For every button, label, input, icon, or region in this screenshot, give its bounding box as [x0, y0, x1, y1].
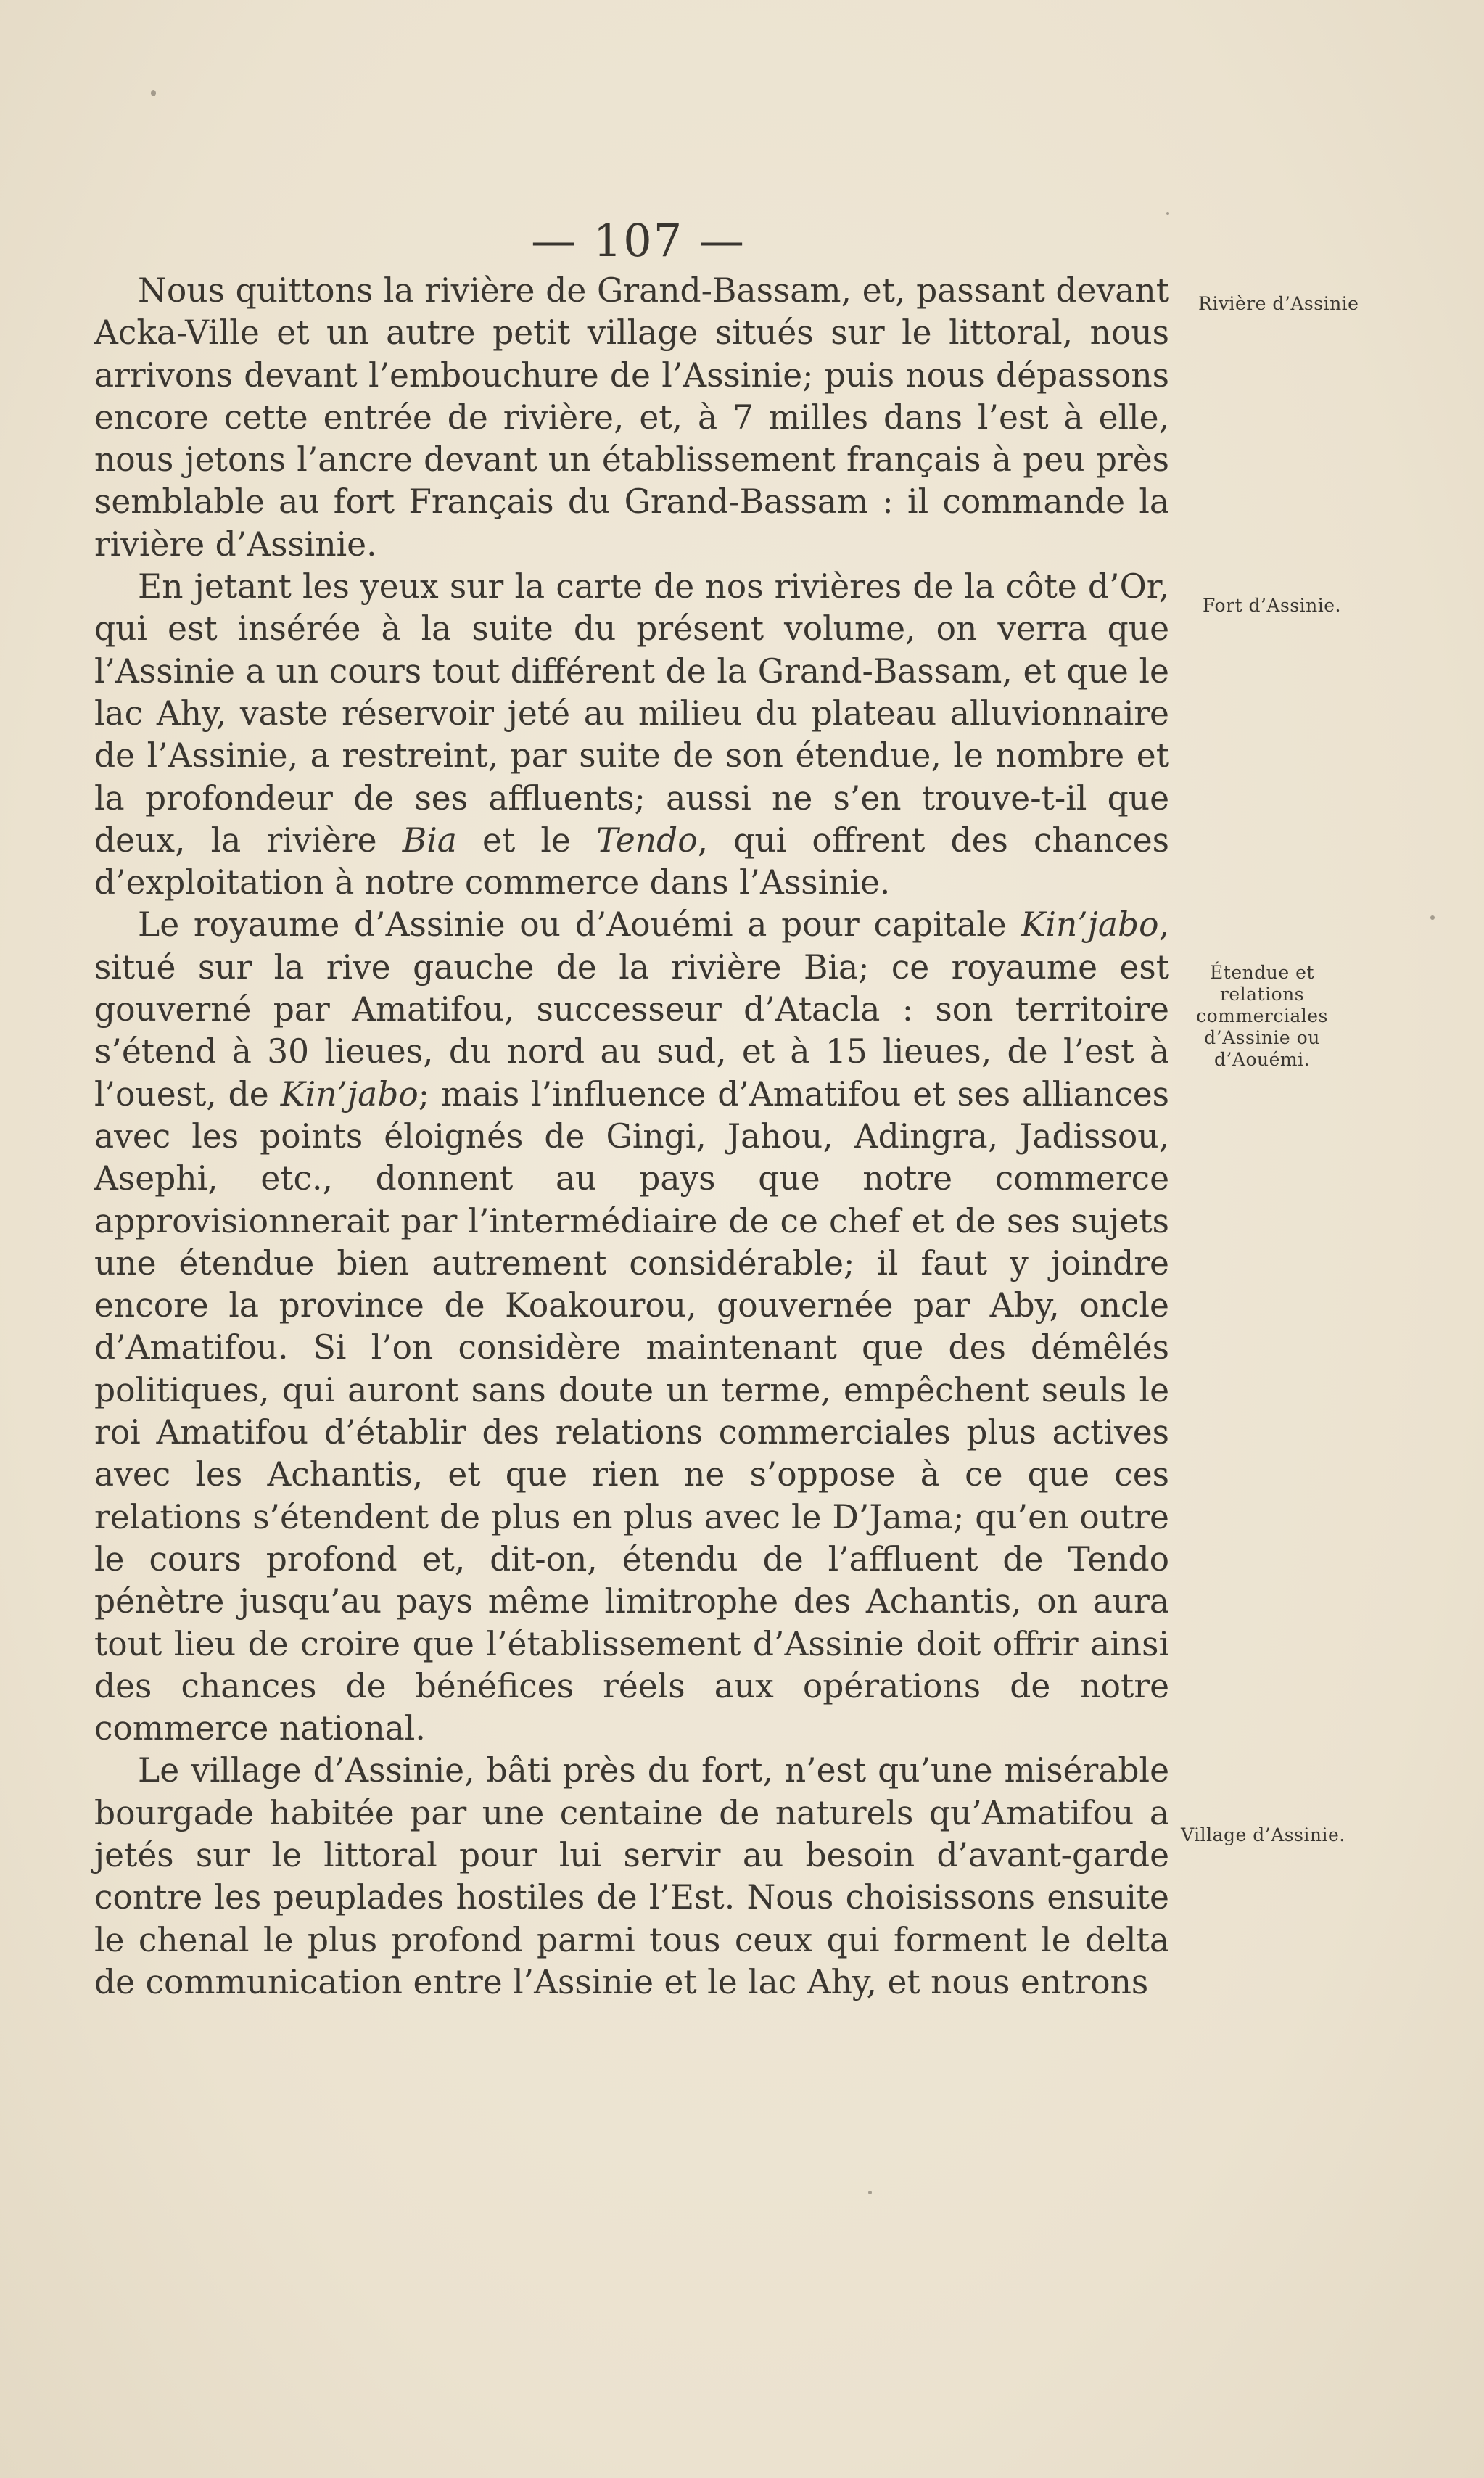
paper-speck	[868, 2191, 872, 2194]
paragraph-1	[94, 270, 1169, 566]
paper-speck	[1430, 915, 1435, 920]
paragraph-3	[94, 904, 1169, 1750]
paragraph-3-text-c: ; mais l’influence d’Amatifou et ses alliances avec les points éloignés de Gingi, Jahou, Adingra, Jadissou, Asephi, etc., donnent au pays que notre commerce approvisionnerait par l’intermédiaire de ce chef et de ses sujets une étendue bien autrement considérable; il faut y joindre encore la province de Koakourou, gouvernée par Aby, oncle d’Amatifou. Si l’on considère maintenant que des démêlés politiques, qui auront sans doute un terme, empêchent seuls le roi Amatifou d’établir des relations commerciales plus actives avec les Achantis, et que rien ne s’oppose à ce que ces relations s’étendent de plus en plus avec le D’Jama; qu’en outre le cours profond et, dit-on, étendu de l’affluent de Tendo pénètre jusqu’au pays même limitrophe des Achantis, on aura tout lieu de croire que l’établissement d’Assinie doit offrir ainsi des chances de bénéfices réels aux opérations de notre commerce national.	[94, 1074, 1169, 1748]
river-name-bia: Bia	[402, 820, 457, 860]
margin-note-riviere: Rivière d’Assinie	[1198, 293, 1359, 314]
river-name-tendo: Tendo	[596, 820, 698, 860]
paper-speck	[151, 90, 156, 96]
paragraph-2-text-b: et le	[456, 820, 597, 860]
body-text	[94, 270, 1169, 2004]
paragraph-2	[94, 566, 1169, 904]
paper-speck	[1166, 212, 1169, 215]
margin-note-village: Village d’Assinie.	[1181, 1824, 1345, 1845]
paragraph-4	[94, 1750, 1169, 2004]
paragraph-4-text: Le village d’Assinie, bâti près du fort, n’est qu’une misérable bourgade habitée par une centaine de naturels qu’Amatifou a jetés sur le littoral pour lui servir au besoin d’avant-garde contre les peuplades hostiles de l’Est. Nous choisissons ensuite le chenal le plus profond parmi tous ceux qui forment le delta de communication entre l’Assinie et le lac Ahy, et nous entrons	[94, 1751, 1169, 2001]
margin-note-fort: Fort d’Assinie.	[1203, 595, 1341, 616]
paragraph-3-text-b: , situé sur la rive gauche de la rivière Bia; ce royaume est gouverné par Amatifou, successeur d’Atacla : son territoire s’étend à 30 lieues, du nord au sud, et à 15 lieues, de l’est à l’ouest, de	[94, 905, 1169, 1114]
capital-name-kinjabo-2: Kin’jabo	[280, 1074, 419, 1114]
paragraph-3-text-a: Le royaume d’Assinie ou d’Aouémi a pour capitale	[138, 905, 1021, 944]
capital-name-kinjabo: Kin’jabo	[1021, 905, 1159, 944]
paragraph-2-text-a: En jetant les yeux sur la carte de nos rivières de la côte d’Or, qui est insérée à la suite du présent volume, on verra que l’Assinie a un cours tout différent de la Grand-Bassam, et que le lac Ahy, vaste réservoir jeté au milieu du plateau alluvionnaire de l’Assinie, a restreint, par suite de son étendue, le nombre et la profondeur de ses affluents; aussi ne s’en trouve-t-il que deux, la rivière	[94, 567, 1169, 860]
margin-note-etendue: Étendue et relations commerciales d’Assinie ou d’Aouémi.	[1196, 962, 1328, 1070]
page-number: — 107 —	[531, 214, 746, 267]
paragraph-2-text-c: , qui offrent des chances d’exploitation à notre commerce dans l’Assinie.	[94, 820, 1169, 902]
paragraph-1-text: Nous quittons la rivière de Grand-Bassam, et, passant devant Acka-Ville et un autre petit village situés sur le littoral, nous arrivons devant l’embouchure de l’Assinie; puis nous dépassons encore cette entrée de rivière, et, à 7 milles dans l’est à elle, nous jetons l’ancre devant un établissement français à peu près semblable au fort Français du Grand-Bassam : il commande la rivière d’Assinie.	[94, 271, 1169, 564]
